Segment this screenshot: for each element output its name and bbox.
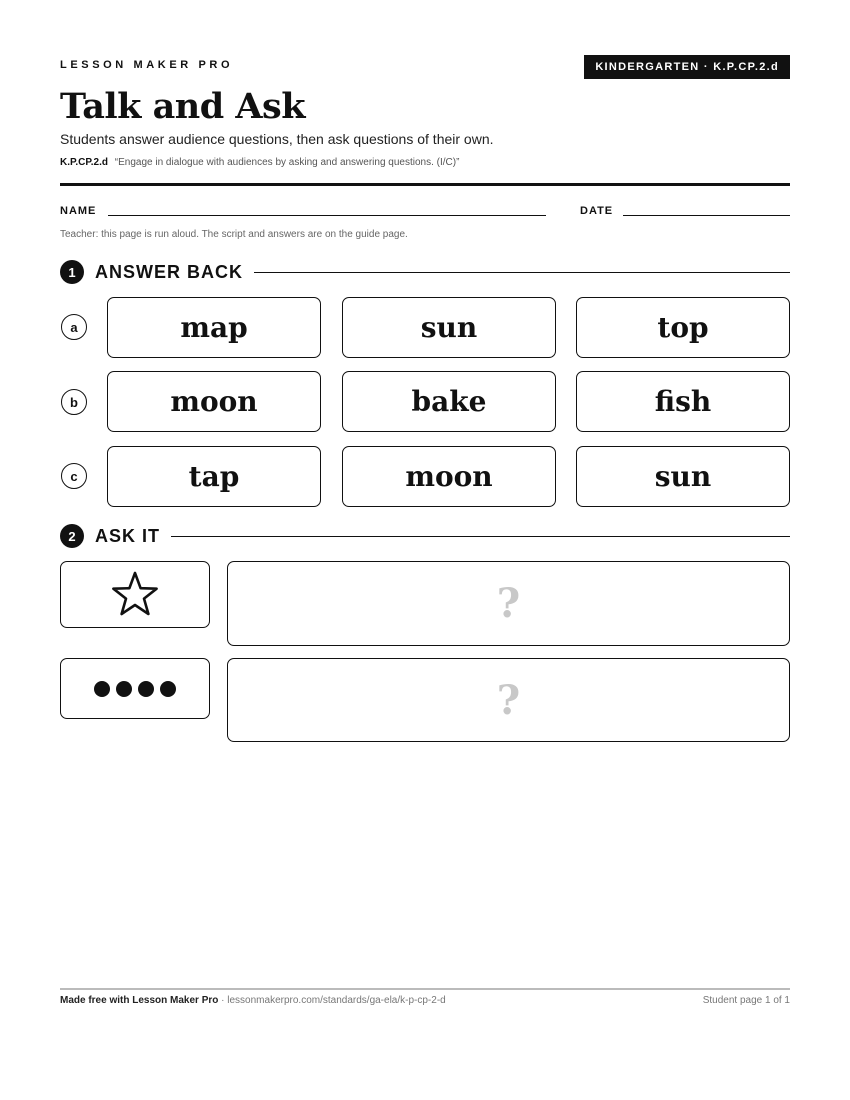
standard-reference — [60, 157, 459, 168]
section-rule — [171, 536, 790, 537]
standard-code: K.P.CP.2.d — [60, 157, 108, 168]
section-answer-back-header — [60, 260, 790, 284]
dot — [94, 681, 110, 697]
name-label: NAME — [60, 205, 97, 217]
star-outline-icon — [109, 570, 161, 620]
date-field-line[interactable] — [623, 215, 790, 216]
date-label: DATE — [580, 205, 614, 217]
header-divider — [60, 183, 790, 186]
word-card[interactable]: moon — [107, 371, 321, 432]
section-title: ANSWER BACK — [95, 261, 243, 282]
name-field-line[interactable] — [108, 215, 546, 216]
word-card[interactable]: sun — [576, 446, 790, 507]
page-subtitle: Students answer audience questions, then ask questions of their own. — [60, 131, 494, 147]
prompt-card-dots — [60, 658, 210, 719]
dot — [160, 681, 176, 697]
dot — [138, 681, 154, 697]
footer-divider — [60, 988, 790, 990]
word-card[interactable]: tap — [107, 446, 321, 507]
word-card[interactable]: map — [107, 297, 321, 358]
teacher-note: Teacher: this page is run aloud. The script and answers are on the guide page. — [60, 229, 408, 240]
word-card[interactable]: bake — [342, 371, 556, 432]
section-number-badge: 1 — [60, 260, 84, 284]
footer-credit — [60, 995, 446, 1006]
brand-name: LESSON MAKER PRO — [60, 59, 234, 71]
section-title: ASK IT — [95, 525, 161, 546]
page-title: Talk and Ask — [60, 86, 305, 127]
prompt-card-star — [60, 561, 210, 628]
word-card[interactable]: sun — [342, 297, 556, 358]
dot — [116, 681, 132, 697]
row-letter-a: a — [61, 314, 87, 340]
four-dots-icon — [94, 681, 176, 697]
footer-made-with: Made free with Lesson Maker Pro — [60, 995, 219, 1006]
word-card[interactable]: top — [576, 297, 790, 358]
footer-page-number: Student page 1 of 1 — [702, 995, 790, 1006]
row-letter-b: b — [61, 389, 87, 415]
grade-standard-tag: KINDERGARTEN · K.P.CP.2.d — [584, 55, 790, 79]
row-letter-c: c — [61, 463, 87, 489]
question-answer-box[interactable]: ? — [227, 658, 790, 742]
word-card[interactable]: moon — [342, 446, 556, 507]
word-card[interactable]: fish — [576, 371, 790, 432]
section-ask-it-header — [60, 524, 790, 548]
standard-text: “Engage in dialogue with audiences by asking and answering questions. (I/C)” — [114, 157, 460, 168]
question-answer-box[interactable]: ? — [227, 561, 790, 646]
section-number-badge: 2 — [60, 524, 84, 548]
section-rule — [254, 272, 790, 273]
footer-url[interactable]: · lessonmakerpro.com/standards/ga-ela/k-p-cp-2-d — [218, 995, 446, 1006]
